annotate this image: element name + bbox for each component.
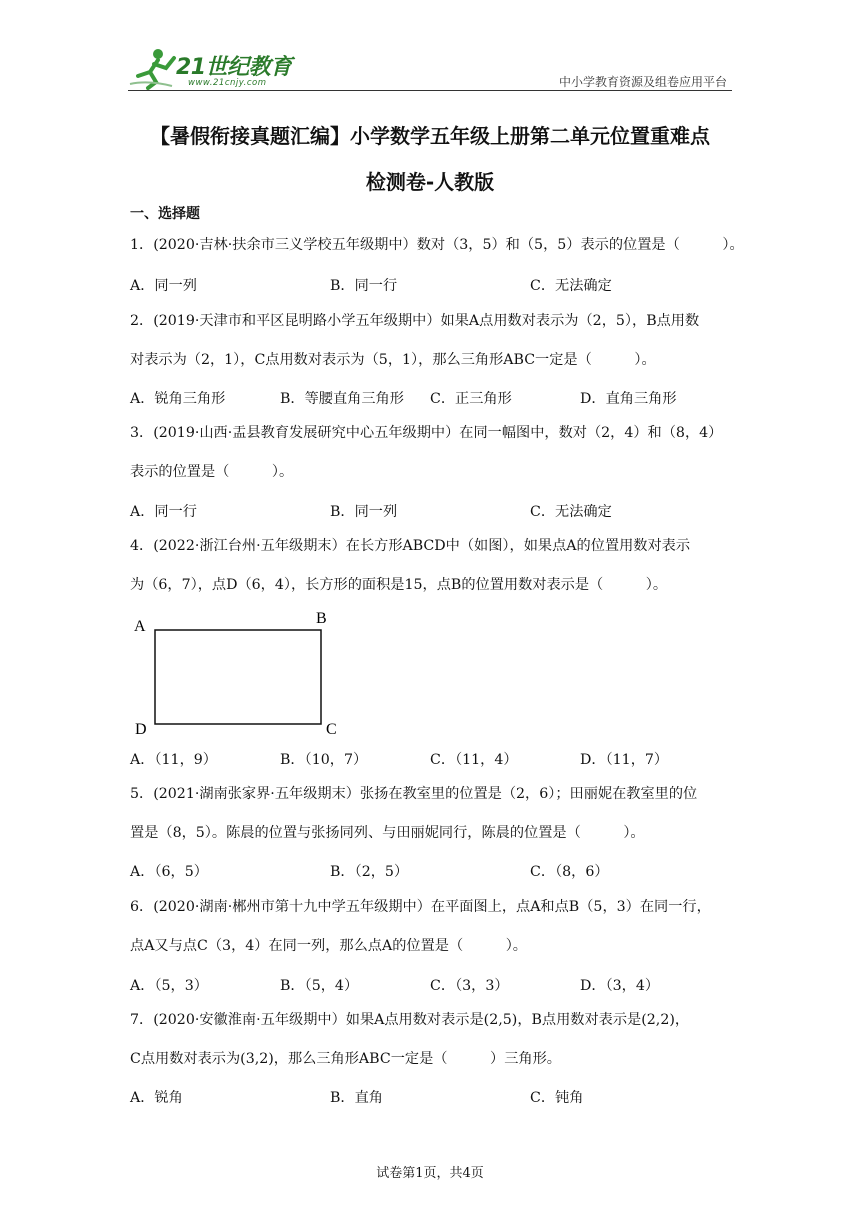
q6-option-c[interactable]: C．（3，3）: [430, 978, 509, 994]
q5-option-a[interactable]: A．（6，5）: [130, 864, 208, 880]
q5-option-b[interactable]: B．（2，5）: [330, 864, 409, 880]
q7-option-c[interactable]: C．钝角: [530, 1090, 584, 1106]
q3-option-b[interactable]: B．同一列: [330, 504, 398, 520]
vertex-label-a: A: [134, 618, 146, 635]
q3-option-a[interactable]: A．同一行: [130, 504, 197, 520]
q2-option-a[interactable]: A．锐角三角形: [130, 391, 226, 407]
q2-option-b[interactable]: B．等腰直角三角形: [280, 391, 404, 407]
q5-line1: 5．(2021·湖南张家界·五年级期末）张扬在教室里的位置是（2，6）；田丽妮在教室里的位: [130, 786, 698, 802]
q2-option-c[interactable]: C．正三角形: [430, 391, 512, 407]
runner-logo-icon: [128, 44, 178, 90]
q6-option-d[interactable]: D．（3，4）: [580, 978, 660, 994]
platform-label: 中小学教育资源及组卷应用平台: [558, 75, 727, 89]
page-title-line2: 检测卷-人教版: [365, 170, 495, 194]
q4-line2: 为（6，7），点D（6，4），长方形的面积是15，点B的位置用数对表示是（ ）。: [130, 577, 668, 593]
q1-text: 1．(2020·吉林·扶余市三义学校五年级期中）数对（3，5）和（5，5）表示的位置是（ ）。: [130, 237, 744, 253]
rectangle-abcd: [155, 630, 321, 724]
vertex-label-d: D: [135, 721, 147, 738]
q3-line1: 3．(2019·山西·盂县教育发展研究中心五年级期中）在同一幅图中，数对（2，4）和（8，4）: [130, 425, 723, 441]
q6-line2: 点A又与点C（3，4）在同一列，那么点A的位置是（ ）。: [130, 938, 527, 954]
q1-option-b[interactable]: B．同一行: [330, 278, 398, 294]
q4-option-d[interactable]: D．（11，7）: [580, 752, 669, 768]
q5-line2: 置是（8，5）。陈晨的位置与张扬同列、与田丽妮同行，陈晨的位置是（ ）。: [130, 825, 645, 841]
q4-option-b[interactable]: B．（10，7）: [280, 752, 368, 768]
q4-line1: 4．(2022·浙江台州·五年级期末）在长方形ABCD中（如图），如果点A的位置用数对表示: [130, 538, 691, 554]
q2-option-d[interactable]: D．直角三角形: [580, 391, 677, 407]
page-title-line1: 【暑假衔接真题汇编】小学数学五年级上册第二单元位置重难点: [150, 124, 710, 148]
q2-line1: 2．(2019·天津市和平区昆明路小学五年级期中）如果A点用数对表示为（2，5），B点用数: [130, 313, 700, 329]
q1-option-a[interactable]: A．同一列: [130, 278, 197, 294]
q6-line1: 6．(2020·湖南·郴州市第十九中学五年级期中）在平面图上，点A和点B（5，3）在同一行，: [130, 899, 711, 915]
q4-option-a[interactable]: A．（11，9）: [130, 752, 217, 768]
q4-option-c[interactable]: C．（11，4）: [430, 752, 518, 768]
q7-line2: C点用数对表示为(3,2)，那么三角形ABC一定是（ ）三角形。: [130, 1051, 561, 1067]
vertex-label-c: C: [326, 721, 337, 738]
q2-line2: 对表示为（2，1），C点用数对表示为（5，1），那么三角形ABC一定是（ ）。: [130, 352, 656, 368]
logo-url: www.21cnjy.com: [188, 78, 267, 88]
vertex-label-b: B: [316, 610, 327, 627]
q6-option-a[interactable]: A．（5，3）: [130, 978, 208, 994]
q7-option-a[interactable]: A．锐角: [130, 1090, 183, 1106]
section-heading: 一、选择题: [130, 206, 200, 222]
q3-line2: 表示的位置是（ ）。: [130, 464, 294, 480]
q6-option-b[interactable]: B．（5，4）: [280, 978, 359, 994]
logo: [128, 44, 298, 90]
header-divider: [128, 90, 732, 91]
rectangle-abcd-figure: [128, 605, 348, 740]
q3-option-c[interactable]: C．无法确定: [530, 504, 612, 520]
page-footer: 试卷第1页，共4页: [376, 1166, 484, 1181]
q7-line1: 7．(2020·安徽淮南·五年级期中）如果A点用数对表示是(2,5)，B点用数对表示是(2,2)，: [130, 1012, 690, 1028]
q1-option-c[interactable]: C．无法确定: [530, 278, 612, 294]
q7-option-b[interactable]: B．直角: [330, 1090, 383, 1106]
logo-text: 21世纪教育: [176, 55, 292, 80]
q5-option-c[interactable]: C．（8，6）: [530, 864, 609, 880]
